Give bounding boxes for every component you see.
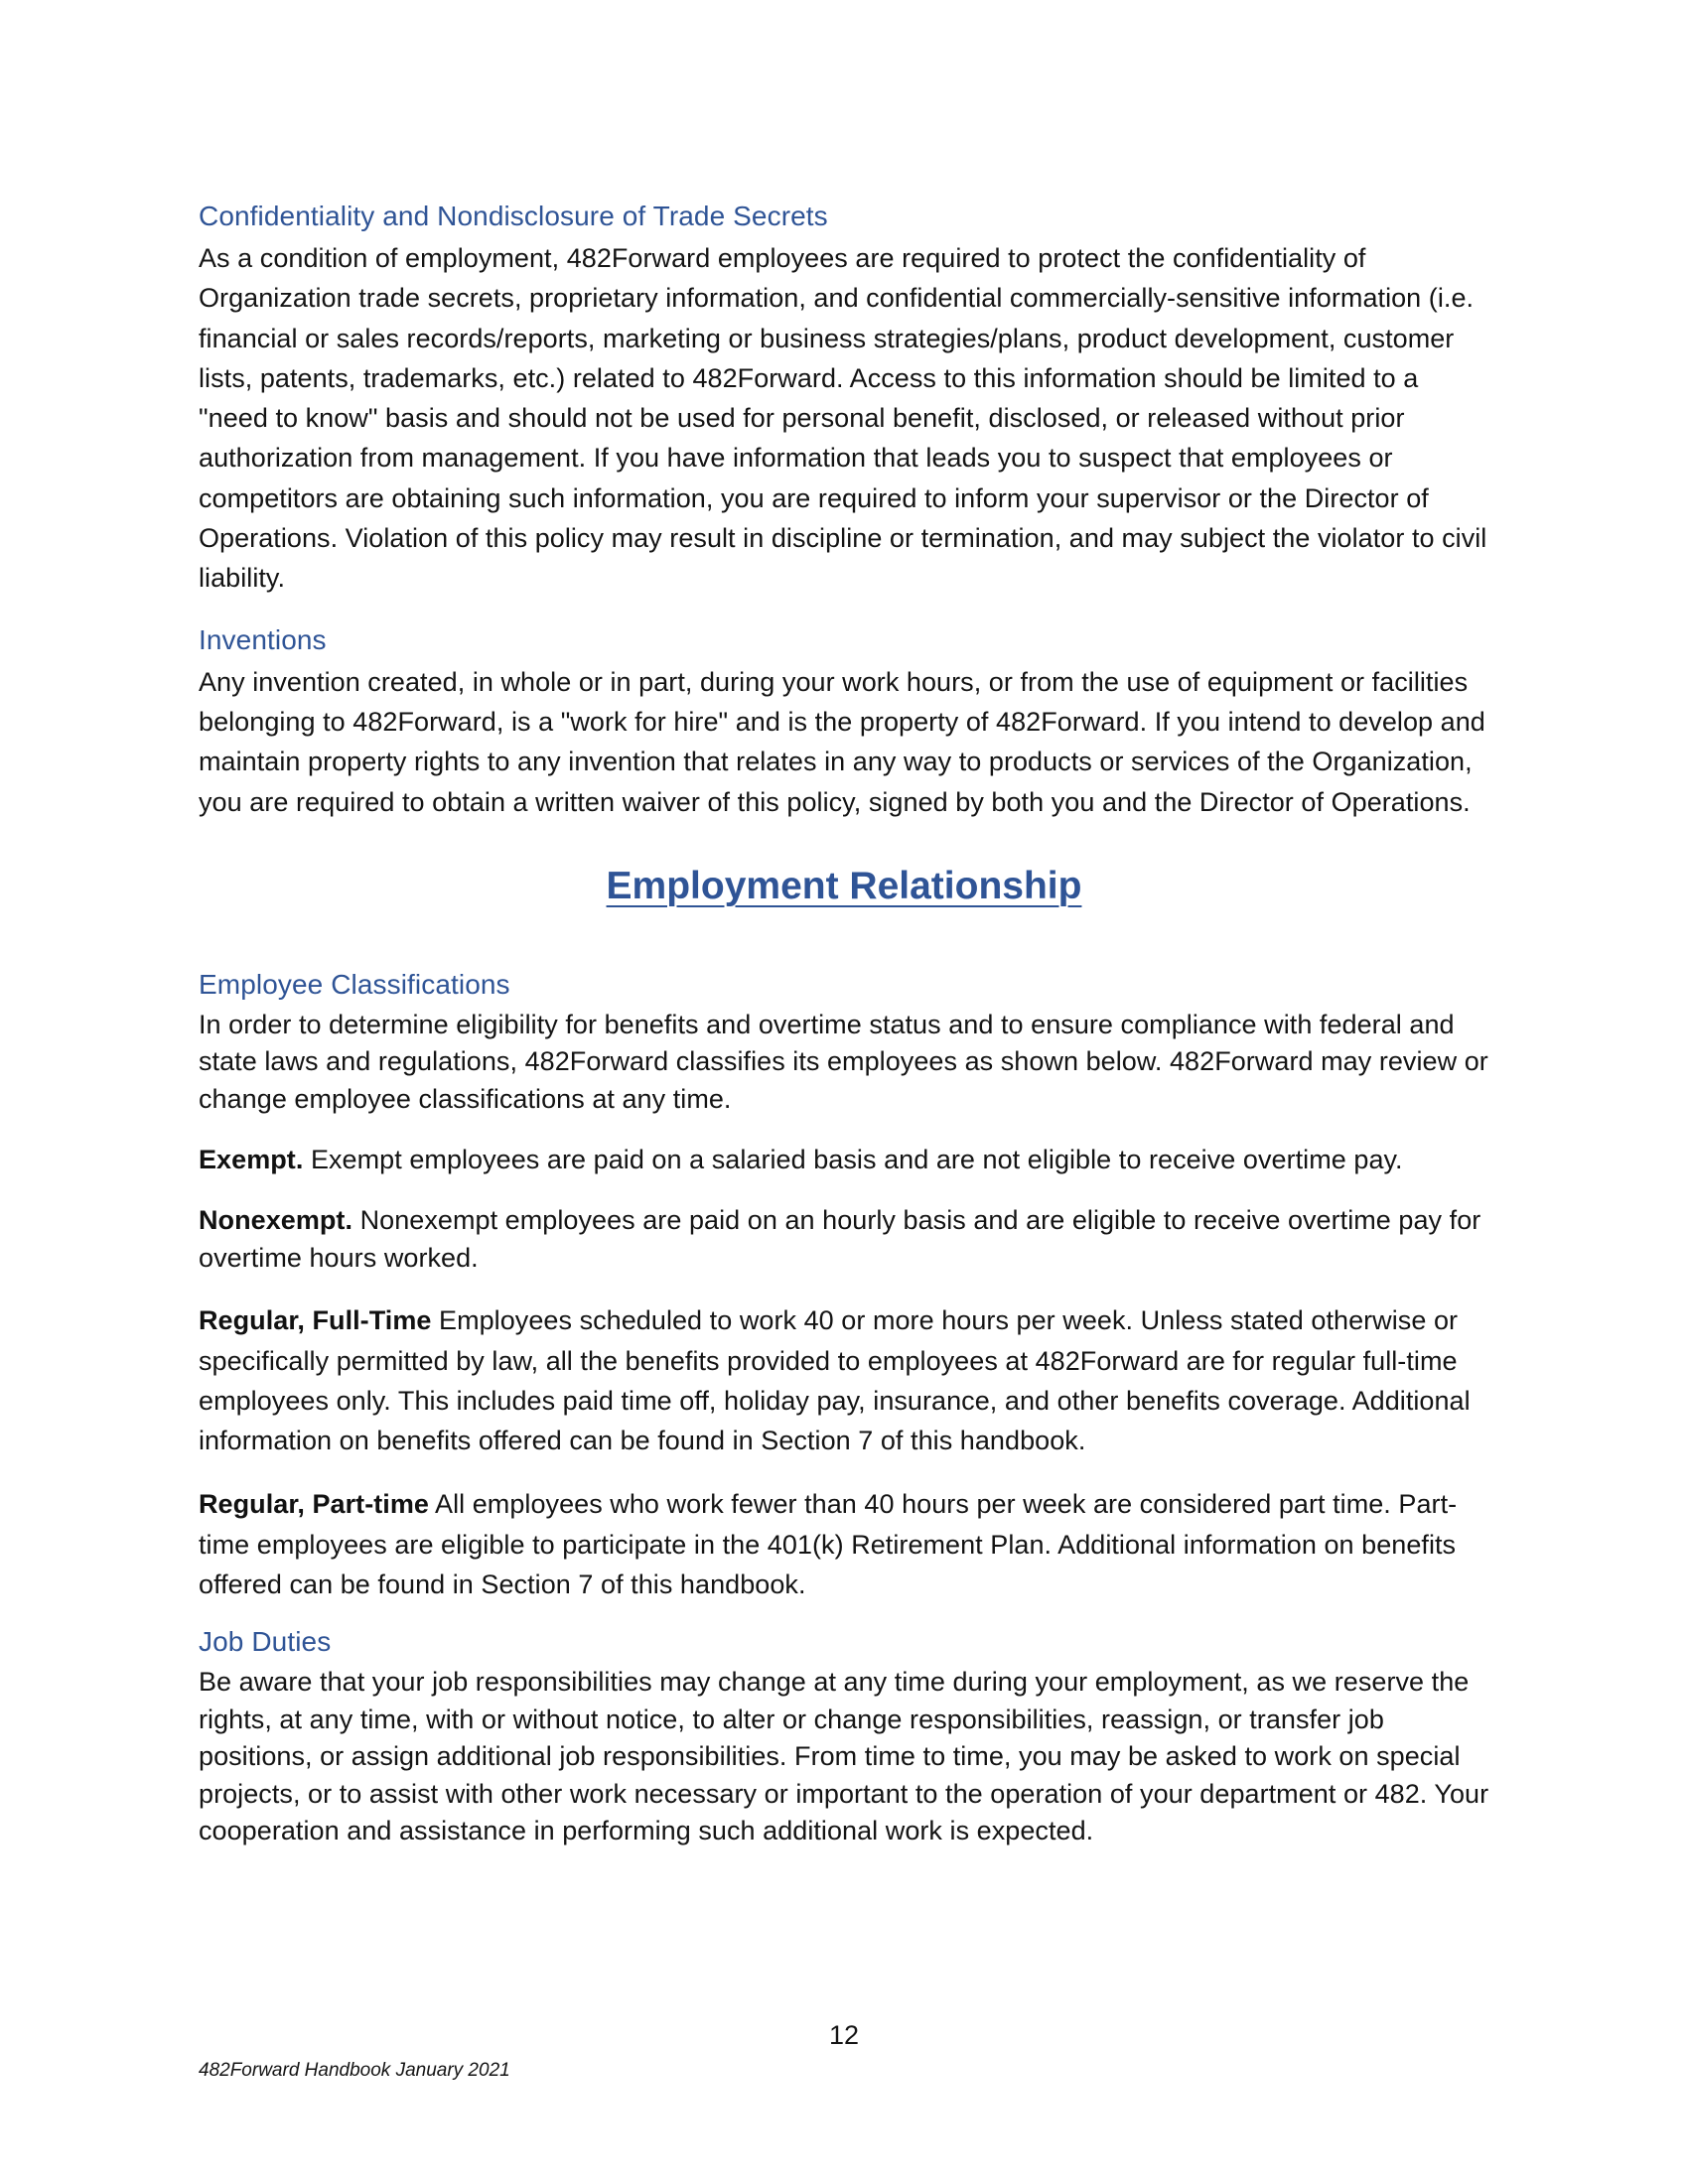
nonexempt-text: Nonexempt employees are paid on an hourly basis and are eligible to receive overtime pay for overtime hours worked.: [199, 1205, 1481, 1273]
exempt-label: Exempt.: [199, 1145, 304, 1175]
page-footer: 482Forward Handbook January 2021: [199, 2060, 510, 2081]
exempt-paragraph: [199, 1142, 1489, 1178]
parttime-label: Regular, Part-time: [199, 1489, 429, 1520]
employment-relationship-title: [199, 862, 1489, 911]
confidentiality-heading: Confidentiality and Nondisclosure of Trade Secrets: [199, 201, 828, 231]
job-duties-body: Be aware that your job responsibilities may change at any time during your employment, as we reserve the rights, at any time, with or without notice, to alter or change responsibilities, reassign, or transfer job positions, or assign additional job responsibilities. From time to time, you may be asked to work on special projects, or to assist with other work necessary or important to the operation of your department or 482. Your cooperation and assistance in performing such additional work is expected.: [199, 1667, 1489, 1845]
fulltime-label: Regular, Full-Time: [199, 1305, 432, 1336]
employment-relationship-title-text: Employment Relationship: [606, 864, 1082, 907]
job-duties-heading: Job Duties: [199, 1626, 332, 1658]
fulltime-text: Employees scheduled to work 40 or more hours per week. Unless stated otherwise or specifically permitted by law, all the benefits provided to employees at 482Forward are for regular full-time employees only. This includes paid time off, holiday pay, insurance, and other benefits coverage. Additional information on benefits offered can be found in Section 7 of this handbook.: [199, 1305, 1471, 1456]
nonexempt-paragraph: [199, 1202, 1489, 1277]
document-page: [199, 199, 1489, 1849]
nonexempt-label: Nonexempt.: [199, 1205, 353, 1236]
inventions-heading: Inventions: [199, 623, 327, 655]
classifications-intro: In order to determine eligibility for benefits and overtime status and to ensure compliance with federal and state laws and regulations, 482Forward classifies its employees as shown below. 482Forward may review or change employee classifications at any time.: [199, 1009, 1488, 1114]
exempt-text: Exempt employees are paid on a salaried basis and are not eligible to receive overtime pay.: [310, 1145, 1403, 1175]
parttime-paragraph: [199, 1484, 1489, 1604]
confidentiality-body: As a condition of employment, 482Forward employees are required to protect the confidentiality of Organization trade secrets, proprietary information, and confidential commercially-sensitive information (i.e. financial or sales records/reports, marketing or business strategies/plans, product development, customer lists, patents, trademarks, etc.) related to 482Forward. Access to this information should be limited to a "need to know" basis and should not be used for personal benefit, disclosed, or released without prior authorization from management. If you have information that leads you to suspect that employees or competitors are obtaining such information, you are required to inform your supervisor or the Director of Operations. Violation of this policy may result in discipline or termination, and may subject the violator to civil liability.: [199, 243, 1487, 594]
fulltime-paragraph: [199, 1300, 1489, 1460]
page-number: 12: [828, 2020, 860, 2050]
classifications-heading: Employee Classifications: [199, 968, 510, 1000]
inventions-body: Any invention created, in whole or in part, during your work hours, or from the use of equipment or facilities belonging to 482Forward, is a "work for hire" and is the property of 482Forward. If you intend to develop and maintain property rights to any invention that relates in any way to products or services of the Organization, you are required to obtain a written waiver of this policy, signed by both you and the Director of Operations.: [199, 666, 1485, 817]
parttime-text: All employees who work fewer than 40 hours per week are considered part time. Part-time employees are eligible to participate in the 401(k) Retirement Plan. Additional information on benefits offered can be found in Section 7 of this handbook.: [199, 1489, 1458, 1600]
